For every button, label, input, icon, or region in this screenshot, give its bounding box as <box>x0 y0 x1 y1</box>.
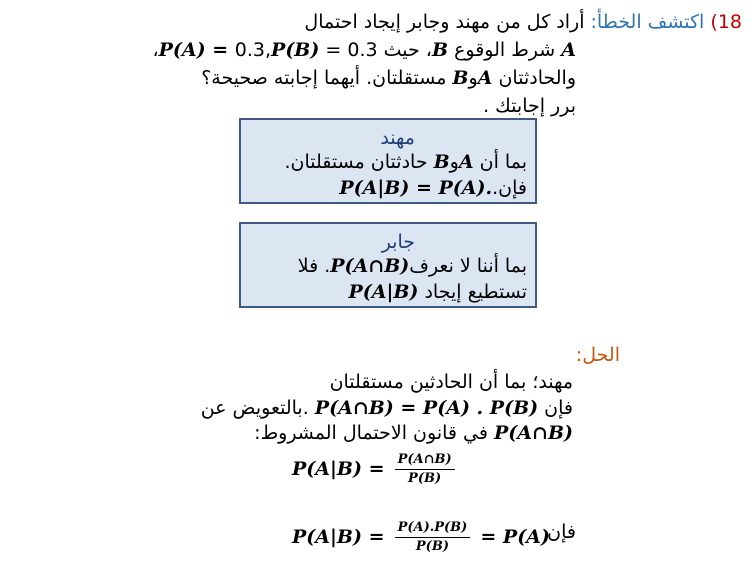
question-text-3b: مستقلتان. أيهما إجابته صحيحة؟ <box>201 67 447 89</box>
substituted-formula-prefix <box>547 520 576 544</box>
question-number: 18) <box>710 11 742 33</box>
solution-label: الحل: <box>575 344 620 366</box>
question-line-4 <box>483 94 576 118</box>
prob-a: P(A) = <box>158 39 235 61</box>
var-b: B <box>431 39 449 61</box>
fraction-denominator: P(B) <box>408 471 442 486</box>
question-comma: ، <box>152 39 159 61</box>
formula-fraction <box>395 452 455 487</box>
question-text-2b: ، حيث 0.3 = <box>325 39 432 61</box>
formula-lhs: P(A|B) = <box>292 458 385 480</box>
box2-equation-2: P(A|B) <box>348 281 419 303</box>
var-a: A <box>477 67 493 89</box>
var-b: B <box>433 151 450 173</box>
box2-text-1b: . فلا <box>297 255 331 277</box>
solution-text-2b: .بالتعويض عن <box>200 397 309 419</box>
solution-text-4: فإن <box>547 521 576 543</box>
question-prob-values <box>159 39 320 61</box>
question-line-3 <box>201 66 576 90</box>
solution-line-1 <box>330 370 573 394</box>
box2-equation-1: P(A∩B) <box>330 255 410 277</box>
question-line-1 <box>304 10 742 34</box>
solution-equation-2: P(A∩B) <box>494 422 573 444</box>
conditional-formula <box>292 452 459 487</box>
box2-text-2a: تستطيع إيجاد <box>424 281 527 303</box>
prob-b: P(B) <box>271 39 320 61</box>
question-text-2: شرط الوقوع <box>454 39 556 61</box>
box1-line-2 <box>339 176 527 200</box>
question-label: اكتشف الخطأ: <box>590 11 705 33</box>
solution-text-3: في قانون الاحتمال المشروط: <box>254 422 488 444</box>
conj-and: و <box>468 67 478 89</box>
formula-fraction <box>395 520 471 555</box>
substituted-formula <box>292 520 550 555</box>
box1-text-1a: بما أن <box>479 151 527 173</box>
box1-equation: P(A|B) = P(A). <box>339 177 493 199</box>
solution-text-1: مهند؛ بما أن الحادثين مستقلتان <box>329 371 573 393</box>
prob-a-value: 0.3, <box>234 39 272 61</box>
var-b: B <box>452 67 469 89</box>
answer-box-mohannad <box>239 118 537 204</box>
fraction-numerator: P(A∩B) <box>395 452 455 470</box>
solution-text-2a: فإن <box>544 397 573 419</box>
question-text-4: برر إجابتك . <box>483 95 576 117</box>
box2-text-1a: بما أننا لا نعرف <box>409 255 527 277</box>
var-a: A <box>561 39 576 61</box>
box-title-jaber: جابر <box>381 231 415 253</box>
solution-line-2 <box>201 396 573 420</box>
box1-line-1 <box>284 150 527 174</box>
box2-line-2 <box>348 280 527 304</box>
box1-text-2a: فإن. <box>492 177 527 199</box>
answer-box-jaber <box>239 222 537 308</box>
box1-text-1b: حادثتان مستقلتان. <box>284 151 428 173</box>
question-text-1: أراد كل من مهند وجابر إيجاد احتمال <box>304 11 585 33</box>
var-a: A <box>458 151 474 173</box>
fraction-numerator: P(A).P(B) <box>395 520 471 538</box>
solution-equation-1: P(A∩B) = P(A) . P(B) <box>314 397 539 419</box>
conj-and: و <box>449 151 459 173</box>
box-title-mohannad: مهند <box>380 127 415 149</box>
formula-rhs: = P(A) <box>480 526 550 548</box>
box2-line-1 <box>298 254 527 278</box>
question-line-2 <box>152 38 576 62</box>
formula-lhs: P(A|B) = <box>292 526 385 548</box>
solution-line-3 <box>254 421 573 445</box>
fraction-denominator: P(B) <box>415 539 449 554</box>
question-text-3a: والحادثتان <box>498 67 576 89</box>
